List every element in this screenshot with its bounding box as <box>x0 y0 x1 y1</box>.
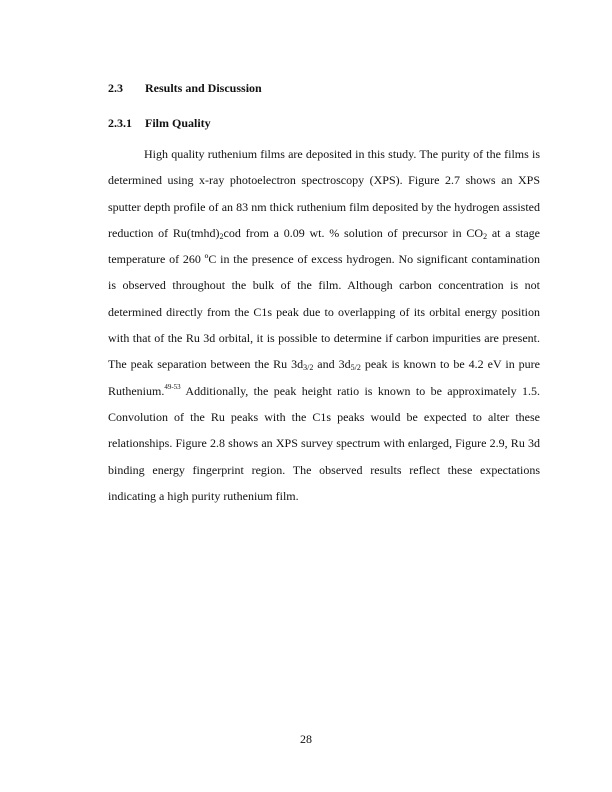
subsection-title: Film Quality <box>145 116 211 130</box>
section-heading <box>108 81 262 95</box>
text-run: cod from a 0.09 wt. % solution of precursor in CO <box>223 225 484 240</box>
text-run: High quality ruthenium films are deposited in this study. The purity of the films is determined using x-ray photoelectron spectroscopy (XPS). Figure 2.7 shows an XPS sputter depth profile of an 83 nm thick ruthenium film deposited by the hydrogen assisted reduction of Ru(tmhd) <box>108 147 540 240</box>
subscript-3-2: 3/2 <box>303 363 314 373</box>
subscript-5-2: 5/2 <box>350 363 361 373</box>
text-run: at a stage temperature of 260 ºC in the presence of excess hydrogen. No significant contamination is observed throughout the bulk of the film. Although carbon concentration is not determined directly from the C1s peak due to overlapping of its orbital energy position with that of the Ru 3d orbital, it is possible to determine if carbon impurities are present. The peak separation between the Ru 3d <box>108 225 540 372</box>
paragraph <box>108 141 540 509</box>
page-number: 28 <box>300 732 312 746</box>
subscript-2: 2 <box>483 231 488 241</box>
subsection-number: 2.3.1 <box>108 116 132 130</box>
text-run: and 3d <box>313 357 351 372</box>
section-title: Results and Discussion <box>145 81 262 95</box>
subsection-heading <box>108 116 211 130</box>
section-number: 2.3 <box>108 81 123 95</box>
citation-superscript: 49-53 <box>164 382 181 391</box>
subscript-2: 2 <box>219 231 224 241</box>
body-text <box>108 141 540 509</box>
text-run: Additionally, the peak height ratio is known to be approximately 1.5. Convolution of the Ru peaks with the C1s peaks would be expected to alter these relationships. Figure 2.8 shows an XPS survey spectrum with enlarged, Figure 2.9, Ru 3d binding energy fingerprint region. The observed results reflect these expectations indicating a high purity ruthenium film. <box>108 383 540 503</box>
text-run: peak is known to be 4.2 eV in pure Ruthenium. <box>108 357 541 398</box>
